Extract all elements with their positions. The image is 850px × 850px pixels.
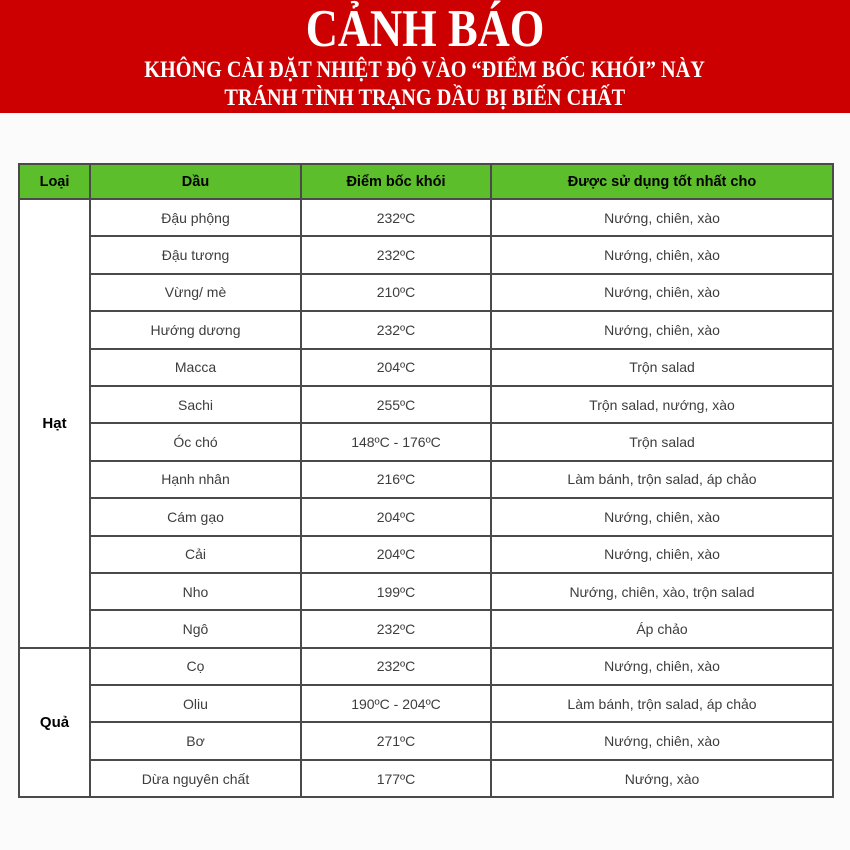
best-use-cell: Nướng, chiên, xào <box>491 274 833 311</box>
best-use-cell: Trộn salad, nướng, xào <box>491 386 833 423</box>
smoke-point-cell: 232ºC <box>301 610 491 647</box>
banner-subtitle-2: TRÁNH TÌNH TRẠNG DẦU BỊ BIẾN CHẤT <box>224 84 626 110</box>
table-row <box>19 498 833 535</box>
smoke-point-cell: 232ºC <box>301 199 491 236</box>
best-use-cell: Nướng, xào <box>491 760 833 797</box>
best-use-cell: Nướng, chiên, xào <box>491 236 833 273</box>
table-row <box>19 760 833 797</box>
smoke-point-cell: 232ºC <box>301 311 491 348</box>
smoke-point-cell: 204ºC <box>301 536 491 573</box>
best-use-cell: Nướng, chiên, xào <box>491 199 833 236</box>
best-use-cell: Làm bánh, trộn salad, áp chảo <box>491 685 833 722</box>
header-row <box>19 164 833 199</box>
best-use-cell: Nướng, chiên, xào <box>491 536 833 573</box>
table-row <box>19 423 833 460</box>
oil-name-cell: Hạnh nhân <box>90 461 301 498</box>
smoke-point-cell: 216ºC <box>301 461 491 498</box>
header-cell-dau: Dầu <box>90 164 301 199</box>
table-row <box>19 274 833 311</box>
table-header <box>19 164 833 199</box>
oil-name-cell: Vừng/ mè <box>90 274 301 311</box>
table-row <box>19 199 833 236</box>
table-row <box>19 573 833 610</box>
banner-title: CẢNH BÁO <box>305 0 545 59</box>
smoke-point-cell: 255ºC <box>301 386 491 423</box>
smoke-point-table <box>18 163 834 798</box>
best-use-cell: Áp chảo <box>491 610 833 647</box>
best-use-cell: Nướng, chiên, xào <box>491 311 833 348</box>
smoke-point-cell: 232ºC <box>301 648 491 685</box>
best-use-cell: Trộn salad <box>491 423 833 460</box>
oil-name-cell: Đậu tương <box>90 236 301 273</box>
smoke-point-cell: 199ºC <box>301 573 491 610</box>
table-row <box>19 236 833 273</box>
header-cell-loai: Loại <box>19 164 90 199</box>
table-row <box>19 685 833 722</box>
table-row <box>19 349 833 386</box>
oil-name-cell: Ngô <box>90 610 301 647</box>
table-row <box>19 610 833 647</box>
smoke-point-cell: 190ºC - 204ºC <box>301 685 491 722</box>
warning-banner <box>0 0 850 113</box>
oil-name-cell: Óc chó <box>90 423 301 460</box>
best-use-cell: Nướng, chiên, xào <box>491 722 833 759</box>
table-row <box>19 648 833 685</box>
oil-name-cell: Nho <box>90 573 301 610</box>
table-row <box>19 311 833 348</box>
best-use-cell: Nướng, chiên, xào, trộn salad <box>491 573 833 610</box>
best-use-cell: Nướng, chiên, xào <box>491 498 833 535</box>
table-row <box>19 386 833 423</box>
smoke-point-cell: 232ºC <box>301 236 491 273</box>
oil-name-cell: Cám gạo <box>90 498 301 535</box>
oil-name-cell: Dừa nguyên chất <box>90 760 301 797</box>
header-cell-duoc-su-dung: Được sử dụng tốt nhất cho <box>491 164 833 199</box>
best-use-cell: Trộn salad <box>491 349 833 386</box>
table-row <box>19 536 833 573</box>
table-row <box>19 461 833 498</box>
banner-subtitle-1: KHÔNG CÀI ĐẶT NHIỆT ĐỘ VÀO “ĐIỂM BỐC KHÓI” NÀY <box>144 57 706 83</box>
oil-name-cell: Cải <box>90 536 301 573</box>
best-use-cell: Nướng, chiên, xào <box>491 648 833 685</box>
oil-name-cell: Oliu <box>90 685 301 722</box>
best-use-cell: Làm bánh, trộn salad, áp chảo <box>491 461 833 498</box>
oil-name-cell: Cọ <box>90 648 301 685</box>
smoke-point-cell: 148ºC - 176ºC <box>301 423 491 460</box>
smoke-point-cell: 204ºC <box>301 498 491 535</box>
group-label-cell: Quả <box>19 648 90 798</box>
smoke-point-cell: 204ºC <box>301 349 491 386</box>
header-cell-diem-boc-khoi: Điểm bốc khói <box>301 164 491 199</box>
group-label-cell: Hạt <box>19 199 90 648</box>
oil-name-cell: Đậu phộng <box>90 199 301 236</box>
oil-name-cell: Hướng dương <box>90 311 301 348</box>
table-row <box>19 722 833 759</box>
smoke-point-cell: 210ºC <box>301 274 491 311</box>
smoke-point-cell: 177ºC <box>301 760 491 797</box>
oil-name-cell: Sachi <box>90 386 301 423</box>
oil-name-cell: Bơ <box>90 722 301 759</box>
smoke-point-cell: 271ºC <box>301 722 491 759</box>
oil-table-body <box>19 199 833 797</box>
oil-name-cell: Macca <box>90 349 301 386</box>
